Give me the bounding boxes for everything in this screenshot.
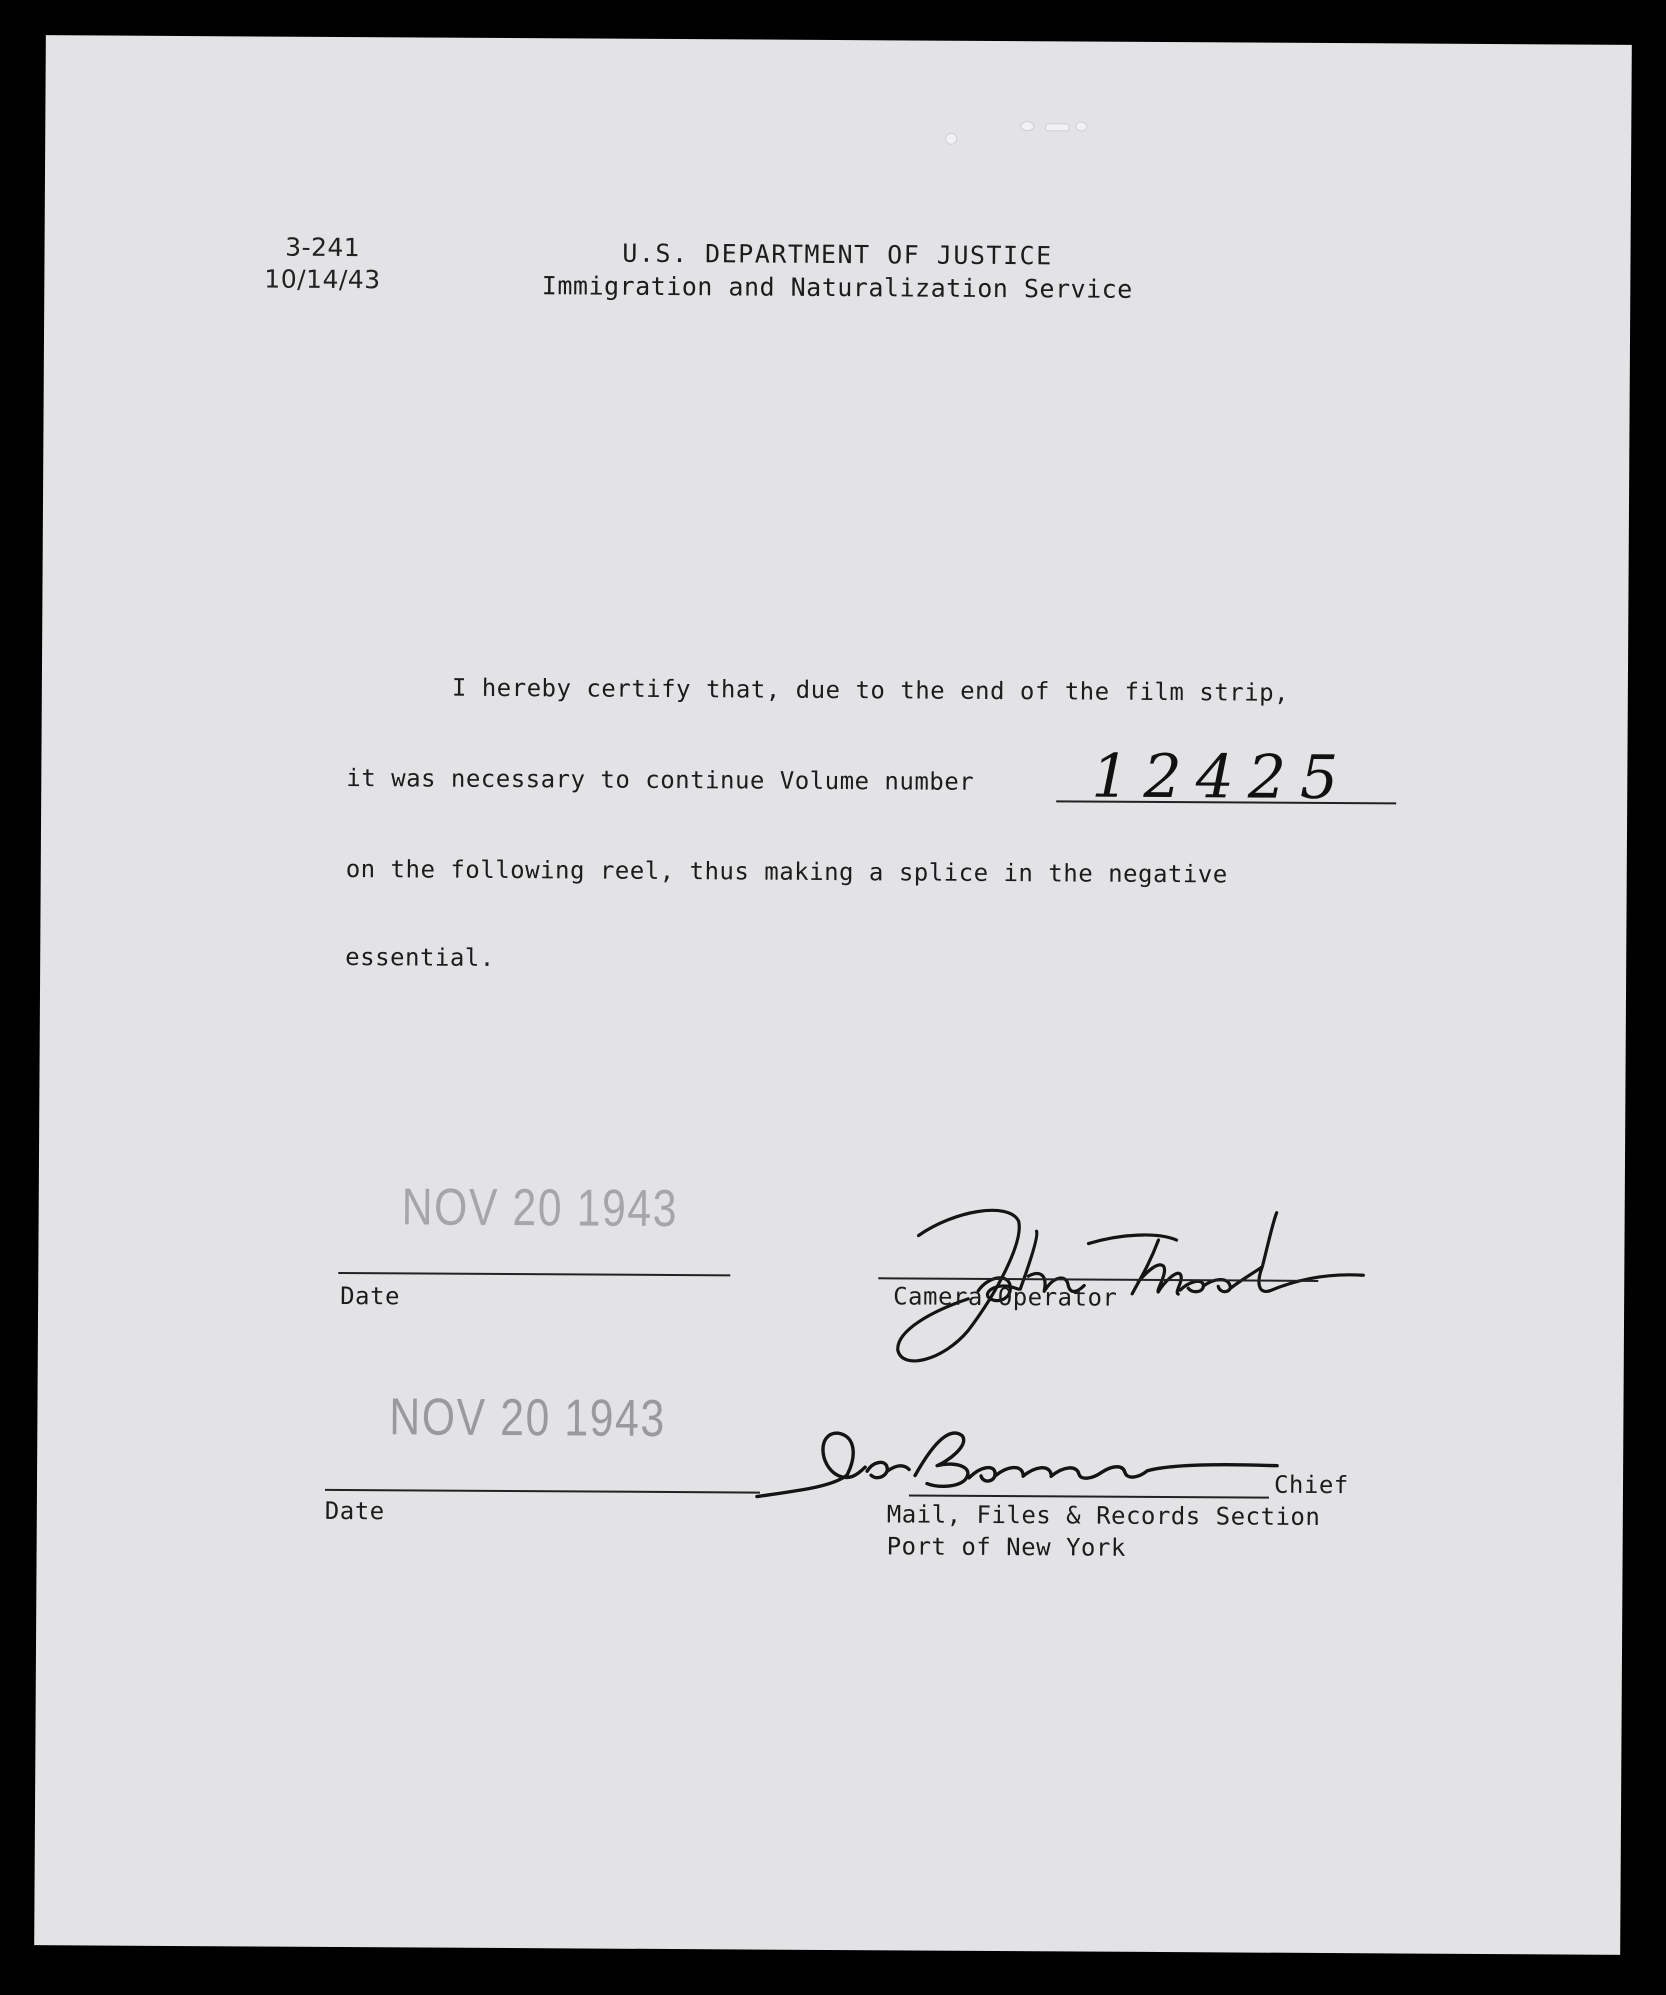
form-date: 10/14/43 [264, 264, 381, 295]
document-page [34, 35, 1632, 1955]
section-label: Mail, Files & Records Section [886, 1500, 1321, 1531]
certificate-line-4: essential. [345, 943, 495, 972]
port-label: Port of New York [886, 1532, 1126, 1562]
date-label: Date [324, 1496, 385, 1526]
date-signature-line [325, 1489, 760, 1494]
punch-hole [1045, 123, 1069, 131]
service-name: Immigration and Naturalization Service [541, 271, 1133, 304]
punch-hole [1075, 121, 1087, 131]
date-stamp: NOV 20 1943 [401, 1178, 679, 1239]
certificate-line-3: on the following reel, thus making a splice in the negative [345, 855, 1228, 889]
date-label: Date [340, 1281, 401, 1311]
date-signature-line [338, 1272, 730, 1276]
camera-operator-label: Camera Operator [893, 1282, 1118, 1312]
agency-header [44, 233, 1630, 309]
department-name: U.S. DEPARTMENT OF JUSTICE [622, 238, 1053, 271]
punch-hole [945, 133, 957, 145]
certificate-line-2: it was necessary to continue Volume number [346, 764, 975, 796]
volume-number-handwritten: 12425 [1091, 741, 1353, 814]
certificate-line-1: I hereby certify that, due to the end of the film strip, [451, 673, 1290, 707]
punch-hole [1020, 121, 1034, 131]
date-stamp: NOV 20 1943 [389, 1388, 667, 1448]
form-number: 3-241 [285, 232, 361, 263]
chief-label: Chief [1273, 1470, 1349, 1500]
